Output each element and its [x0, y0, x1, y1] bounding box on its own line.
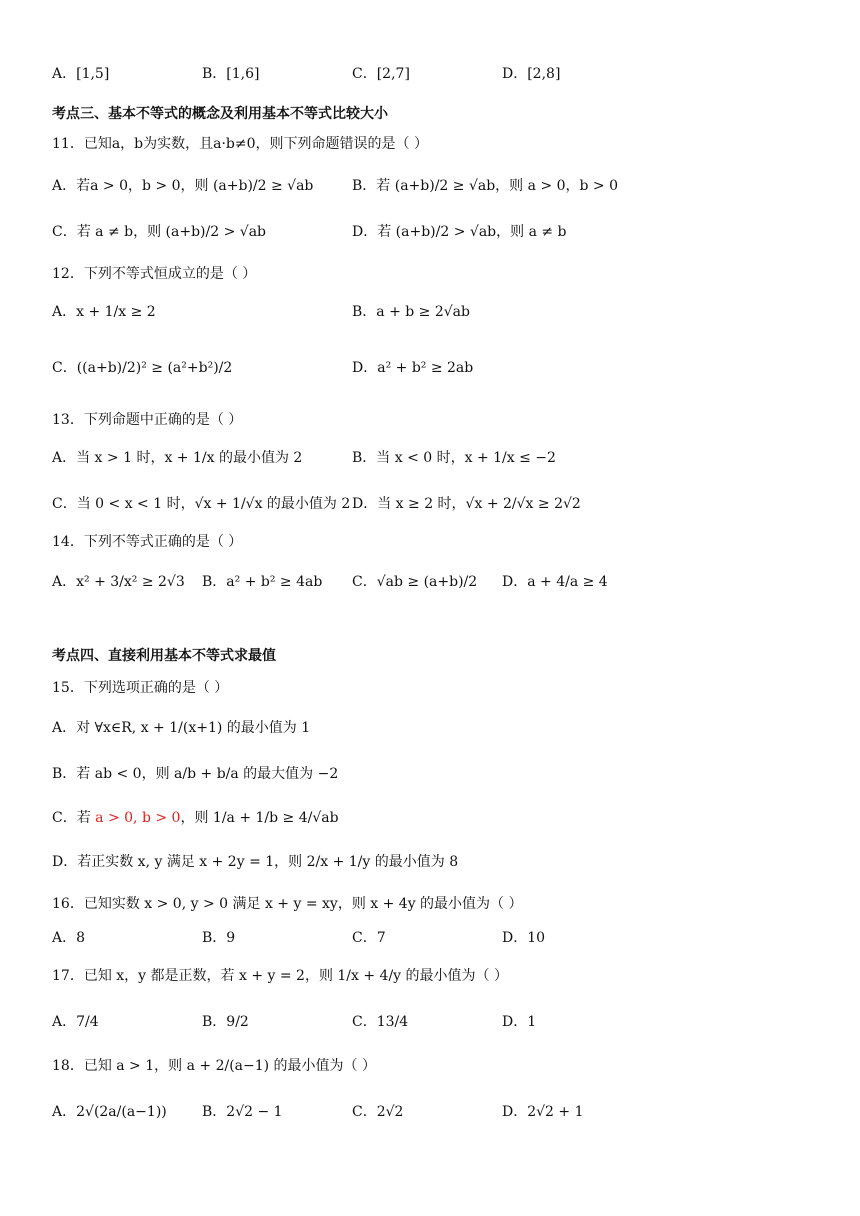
q11-option-c: C．若 a ≠ b，则 (a+b)/2 > √ab	[52, 224, 266, 240]
q13-stem: 13．下列命题中正确的是（ ）	[52, 412, 243, 428]
q14-option-d: D．a + 4/a ≥ 4	[502, 574, 608, 590]
q10-option-a: A．[1,5]	[52, 66, 110, 82]
q11-option-d: D．若 (a+b)/2 > √ab，则 a ≠ b	[352, 224, 567, 240]
section-4-title: 考点四、直接利用基本不等式求最值	[52, 648, 276, 664]
q11-option-a: A．若a > 0，b > 0，则 (a+b)/2 ≥ √ab	[52, 178, 314, 194]
q13-option-b: B．当 x < 0 时，x + 1/x ≤ −2	[352, 450, 556, 466]
q13-option-d: D．当 x ≥ 2 时，√x + 2/√x ≥ 2√2	[352, 496, 581, 512]
q17-option-c: C．13/4	[352, 1014, 409, 1030]
q18-stem: 18．已知 a > 1，则 a + 2/(a−1) 的最小值为（ ）	[52, 1058, 377, 1074]
q12-option-b: B．a + b ≥ 2√ab	[352, 304, 470, 320]
q11-stem: 11．已知a，b为实数，且a·b≠0，则下列命题错误的是（ ）	[52, 136, 428, 152]
q15-option-c-condition: a > 0, b > 0	[95, 810, 181, 826]
q10-option-b: B．[1,6]	[202, 66, 260, 82]
q18-option-b: B．2√2 − 1	[202, 1104, 283, 1120]
q15-option-a: A．对 ∀x∈R, x + 1/(x+1) 的最小值为 1	[52, 720, 311, 736]
q16-stem: 16．已知实数 x > 0, y > 0 满足 x + y = xy，则 x + 4y 的最小值为（ ）	[52, 896, 523, 912]
section-3-title: 考点三、基本不等式的概念及利用基本不等式比较大小	[52, 106, 388, 122]
q16-option-a: A．8	[52, 930, 86, 946]
q11-option-b: B．若 (a+b)/2 ≥ √ab，则 a > 0，b > 0	[352, 178, 619, 194]
q12-stem: 12．下列不等式恒成立的是（ ）	[52, 266, 257, 282]
q17-option-d: D．1	[502, 1014, 537, 1030]
q13-option-a: A．当 x > 1 时，x + 1/x 的最小值为 2	[52, 450, 303, 466]
q10-option-c: C．[2,7]	[352, 66, 410, 82]
q15-option-c	[52, 808, 339, 828]
q12-option-a: A．x + 1/x ≥ 2	[52, 304, 156, 320]
q14-option-b: B．a² + b² ≥ 4ab	[202, 574, 323, 590]
q18-option-c: C．2√2	[352, 1104, 404, 1120]
q18-option-a: A．2√(2a/(a−1))	[52, 1104, 167, 1120]
q15-option-d: D．若正实数 x, y 满足 x + 2y = 1，则 2/x + 1/y 的最小值为 8	[52, 854, 459, 870]
q12-option-d: D．a² + b² ≥ 2ab	[352, 360, 474, 376]
q17-stem: 17．已知 x，y 都是正数，若 x + y = 2，则 1/x + 4/y 的最小值为（ ）	[52, 968, 508, 984]
q14-option-a: A．x² + 3/x² ≥ 2√3	[52, 574, 185, 590]
q14-stem: 14．下列不等式正确的是（ ）	[52, 534, 243, 550]
q18-option-d: D．2√2 + 1	[502, 1104, 584, 1120]
q14-option-c: C．√ab ≥ (a+b)/2	[352, 574, 478, 590]
q17-option-a: A．7/4	[52, 1014, 99, 1030]
q10-option-d: D．[2,8]	[502, 66, 561, 82]
q16-option-c: C．7	[352, 930, 386, 946]
q12-option-c: C．((a+b)/2)² ≥ (a²+b²)/2	[52, 360, 233, 376]
q15-stem: 15．下列选项正确的是（ ）	[52, 680, 229, 696]
q16-option-b: B．9	[202, 930, 236, 946]
q16-option-d: D．10	[502, 930, 546, 946]
q17-option-b: B．9/2	[202, 1014, 249, 1030]
q15-option-b: B．若 ab < 0，则 a/b + b/a 的最大值为 −2	[52, 766, 339, 782]
q15-option-c-text: C．若 a > 0, b > 0，则 1/a + 1/b ≥ 4/√ab	[52, 810, 339, 826]
q13-option-c: C．当 0 < x < 1 时，√x + 1/√x 的最小值为 2	[52, 496, 351, 512]
